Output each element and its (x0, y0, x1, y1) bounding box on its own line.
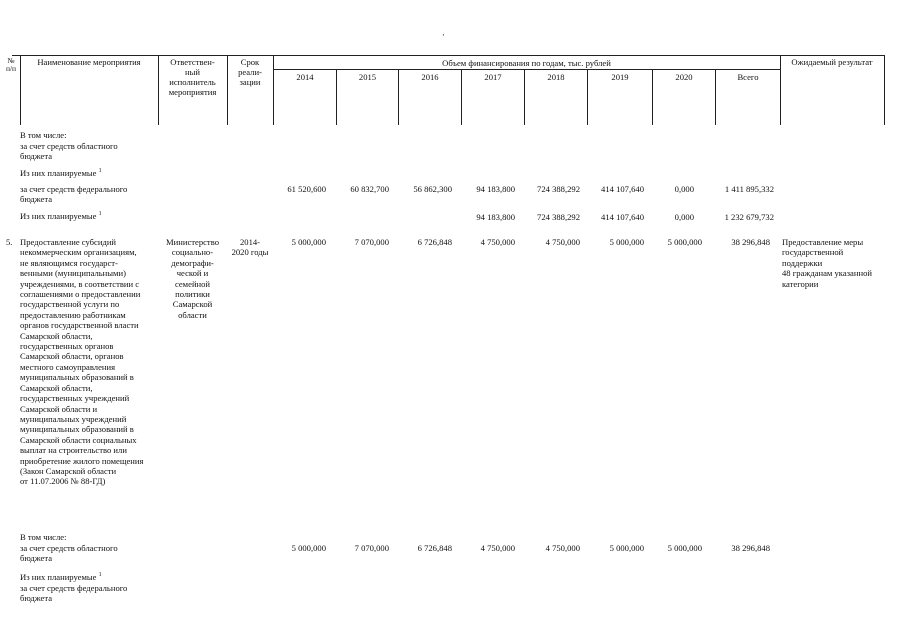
table-cell: 94 183,800 (476, 212, 515, 222)
including-label: В том числе: (20, 532, 67, 542)
table-cell: 4 750,000 (545, 237, 580, 247)
col-divider (884, 55, 885, 125)
table-cell: 94 183,800 (476, 184, 515, 194)
total-cell: 38 296,848 (731, 237, 770, 247)
planned-label: Из них планируемые $^1$ (20, 211, 102, 221)
table-cell: 5 000,000 (667, 237, 702, 247)
col-term-header: Срок реали- зации (238, 57, 262, 87)
regional-budget-label: за счет средств областного бюджета (20, 543, 118, 564)
measure-name: Предоставление субсидий некоммерческим организациям, не являющимся государст- венными (муниципальными) учреждениями, в соответствии с соглашениями о предоставлении государственной услуги по предоставлению работникам органов государственной власти Самарской области, государственных органов Самарской области, органов местного самоуправления муниципальных образований в Самарской области, государственных учреждений Самарской области и муниципальных учреждений муниципальных образований в Самарской области социальных выплат на строительство или приобретение жилого помещения (Закон Самарской области от 11.07.2006 № 88-ГД) (20, 237, 144, 487)
year-header: 2016 (421, 72, 439, 82)
col-number-header: № п/п (5, 57, 17, 73)
table-cell: 724 388,292 (537, 184, 580, 194)
col-name-header: Наименование мероприятия (37, 57, 141, 67)
table-cell: 56 862,300 (413, 184, 452, 194)
table-cell: 5 000,000 (291, 543, 326, 553)
year-header: 2020 (675, 72, 693, 82)
including-label: В том числе: (20, 130, 67, 140)
year-header: 2014 (296, 72, 314, 82)
table-cell: 6 726,848 (417, 237, 452, 247)
planned-label: Из них планируемые $^1$ (20, 572, 102, 582)
table-cell: 4 750,000 (480, 237, 515, 247)
col-financing-header: Объем финансирования по годам, тыс. рублей (442, 58, 611, 68)
table-cell: 414 107,640 (601, 184, 644, 194)
expected-result: Предоставление меры государственной поддержки 48 гражданам указанной категории (782, 237, 872, 289)
year-header: 2015 (358, 72, 377, 82)
executor-name: Министерство социально- демографи- ческой и семейной политики Самарской области (166, 237, 219, 320)
federal-budget-label: за счет средств федерального бюджета (20, 583, 128, 604)
planned-label: Из них планируемые $^1$ (20, 168, 102, 178)
total-cell: 1 411 895,332 (724, 184, 774, 194)
table-cell: 6 726,848 (417, 543, 452, 553)
table-cell: 4 750,000 (480, 543, 515, 553)
table-cell: 414 107,640 (601, 212, 644, 222)
table-cell: 7 070,000 (354, 543, 389, 553)
year-header: 2017 (484, 72, 502, 82)
regional-budget-label: за счет средств областного бюджета (20, 140, 118, 161)
col-result-header: Ожидаемый результат (791, 57, 873, 67)
header-fin-divider (273, 69, 780, 70)
page-mark: ‚ (442, 28, 445, 37)
year-header: 2018 (547, 72, 565, 82)
table-cell: 5 000,000 (667, 543, 702, 553)
table-cell: 0,000 (674, 212, 694, 222)
federal-budget-label: за счет средств федерального бюджета (20, 184, 128, 205)
total-cell: 1 232 679,732 (724, 212, 774, 222)
table-cell: 7 070,000 (354, 237, 389, 247)
table-cell: 5 000,000 (609, 543, 644, 553)
row-number: 5. (6, 237, 13, 247)
table-cell: 0,000 (674, 184, 694, 194)
header-top-border (12, 55, 884, 56)
table-cell: 61 520,600 (287, 184, 326, 194)
table-cell: 724 388,292 (537, 212, 580, 222)
col-executor-header: Ответствен- ный исполнитель мероприятия (168, 57, 217, 97)
implementation-term: 2014- 2020 годы (231, 237, 269, 258)
table-cell: 4 750,000 (545, 543, 580, 553)
total-header: Всего (737, 72, 759, 82)
year-header: 2019 (611, 72, 629, 82)
table-cell: 5 000,000 (609, 237, 644, 247)
table-cell: 60 832,700 (350, 184, 389, 194)
total-cell: 38 296,848 (731, 543, 770, 553)
table-cell: 5 000,000 (291, 237, 326, 247)
